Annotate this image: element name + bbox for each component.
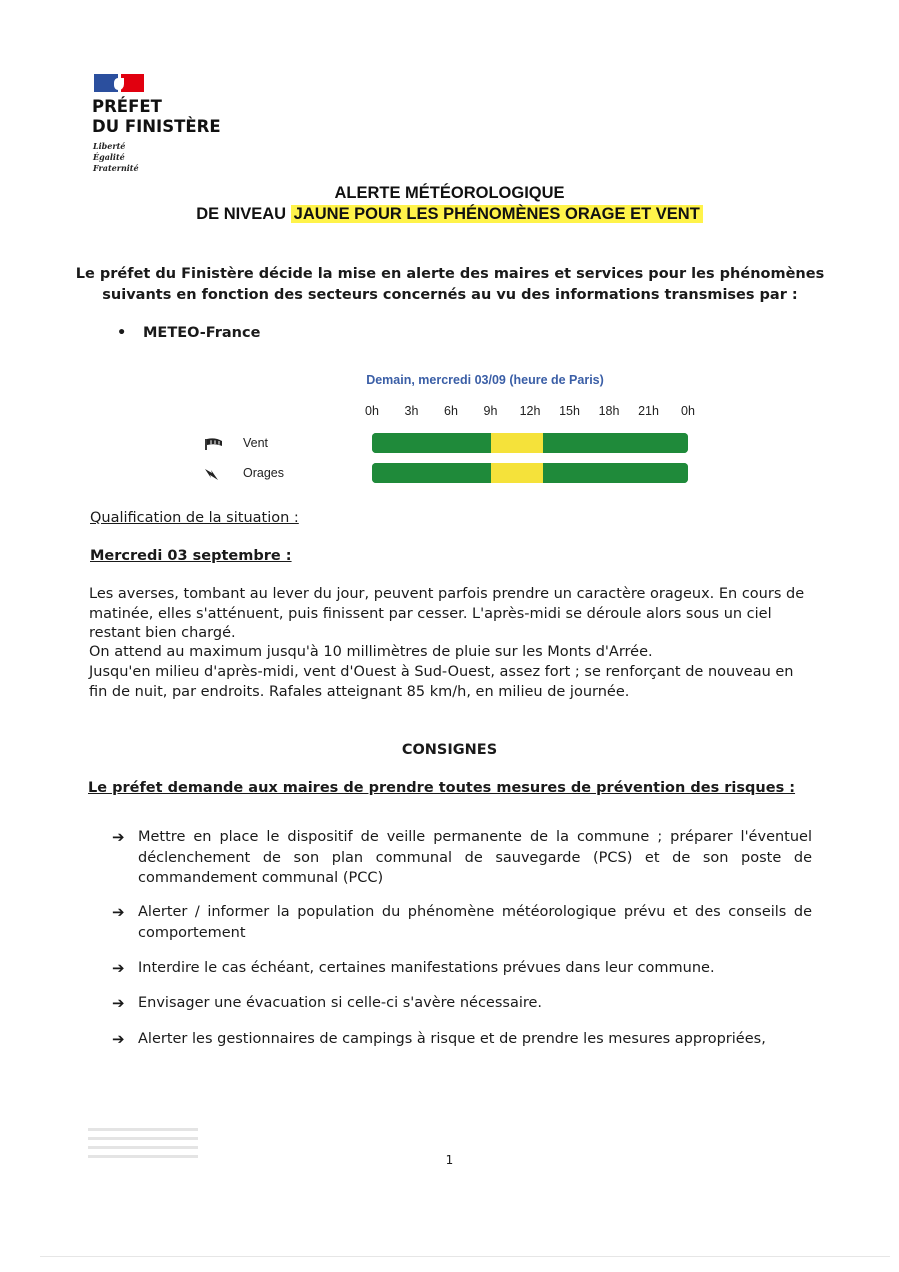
vigilance-segment-green <box>543 463 688 483</box>
title-prefix: DE NIVEAU <box>196 205 291 223</box>
title-highlight: JAUNE POUR LES PHÉNOMÈNES ORAGE ET VENT <box>291 205 703 223</box>
alert-title-line-1: ALERTE MÉTÉOROLOGIQUE <box>334 184 565 202</box>
vigilance-segment-green <box>372 463 491 483</box>
situation-paragraph-3: Jusqu'en milieu d'après-midi, vent d'Ouest à Sud-Ouest, assez fort ; se renforçant de nouveau en fin de nuit, par endroits. Rafales atteignant 85 km/h, en milieu de journée. <box>89 664 794 700</box>
page-number: 1 <box>445 1153 454 1167</box>
chart-title: Demain, mercredi 03/09 (heure de Paris) <box>366 373 604 387</box>
alert-title-line-2 <box>0 205 899 224</box>
time-tick-label: 15h <box>559 404 580 418</box>
consigne-item <box>112 993 812 1014</box>
time-tick-label: 6h <box>444 404 458 418</box>
motto-egalite: Égalité <box>93 152 125 162</box>
arrow-icon: ➔ <box>112 994 125 1012</box>
time-tick-label: 0h <box>365 404 379 418</box>
vigilance-bar <box>372 463 688 483</box>
org-line-1: PRÉFET <box>92 97 162 116</box>
time-tick-label: 18h <box>598 404 620 418</box>
time-tick-label: 12h <box>519 404 541 418</box>
arrow-icon: ➔ <box>112 959 125 977</box>
org-line-2: DU FINISTÈRE <box>92 117 221 136</box>
arrow-icon: ➔ <box>112 903 125 921</box>
time-tick-label: 0h <box>681 404 695 418</box>
consigne-item <box>112 827 812 889</box>
marianne-flag-logo <box>94 74 144 92</box>
consigne-text: Mettre en place le dispositif de veille permanente de la commune ; préparer l'éventuel déclenchement de son plan communal de sauvegarde (PCS) et de son poste de commandement communal (PCC) <box>138 829 812 886</box>
consigne-item <box>112 1029 812 1050</box>
bullet-dot: • <box>117 325 127 341</box>
arrow-icon: ➔ <box>112 1030 125 1048</box>
arrow-icon: ➔ <box>112 828 125 846</box>
lightning-icon <box>204 466 222 480</box>
motto-liberte: Liberté <box>93 141 126 151</box>
situation-paragraph-2: On attend au maximum jusqu'à 10 millimètres de pluie sur les Monts d'Arrée. <box>89 644 653 660</box>
prefecture-name <box>92 97 221 137</box>
vigilance-segment-green <box>543 433 688 453</box>
intro-paragraph: Le préfet du Finistère décide la mise en alerte des maires et services pour les phénomènes suivants en fonction des secteurs concernés au vu des informations transmises par : <box>75 266 825 303</box>
time-tick-label: 3h <box>404 404 419 418</box>
prefect-demand: Le préfet demande aux maires de prendre toutes mesures de prévention des risques : <box>88 780 796 796</box>
consigne-item <box>112 958 812 979</box>
row-label: Vent <box>243 436 269 450</box>
consigne-text: Envisager une évacuation si celle-ci s'avère nécessaire. <box>138 995 543 1011</box>
situation-paragraph-1: Les averses, tombant au lever du jour, peuvent parfois prendre un caractère orageux. En cours de matinée, elles s'atténuent, puis finissent par cesser. L'après-midi se déroule alors sous un ciel restant bien chargé. <box>89 586 805 641</box>
vigilance-bar <box>372 433 688 453</box>
scan-edge-line <box>40 1256 890 1257</box>
vigilance-segment-green <box>372 433 491 453</box>
motto-fraternite: Fraternité <box>93 163 139 173</box>
republic-motto <box>93 141 139 174</box>
consigne-text: Alerter / informer la population du phénomène météorologique prévu et des conseils de comportement <box>138 904 812 941</box>
time-tick-label: 21h <box>638 404 659 418</box>
consigne-text: Interdire le cas échéant, certaines manifestations prévues dans leur commune. <box>138 960 715 976</box>
consignes-heading: CONSIGNES <box>401 742 498 758</box>
wind-icon <box>204 436 222 450</box>
vigilance-segment-yellow <box>491 433 544 453</box>
time-tick-label: 9h <box>483 404 498 418</box>
consigne-item <box>112 902 812 943</box>
situation-heading: Qualification de la situation : <box>90 510 299 526</box>
vigilance-segment-yellow <box>491 463 544 483</box>
source-name: METEO-France <box>143 325 261 341</box>
row-label: Orages <box>243 466 284 480</box>
consigne-text: Alerter les gestionnaires de campings à risque et de prendre les mesures appropriées, <box>138 1031 766 1047</box>
source-bullet-item <box>117 325 260 341</box>
situation-date: Mercredi 03 septembre : <box>90 548 292 564</box>
